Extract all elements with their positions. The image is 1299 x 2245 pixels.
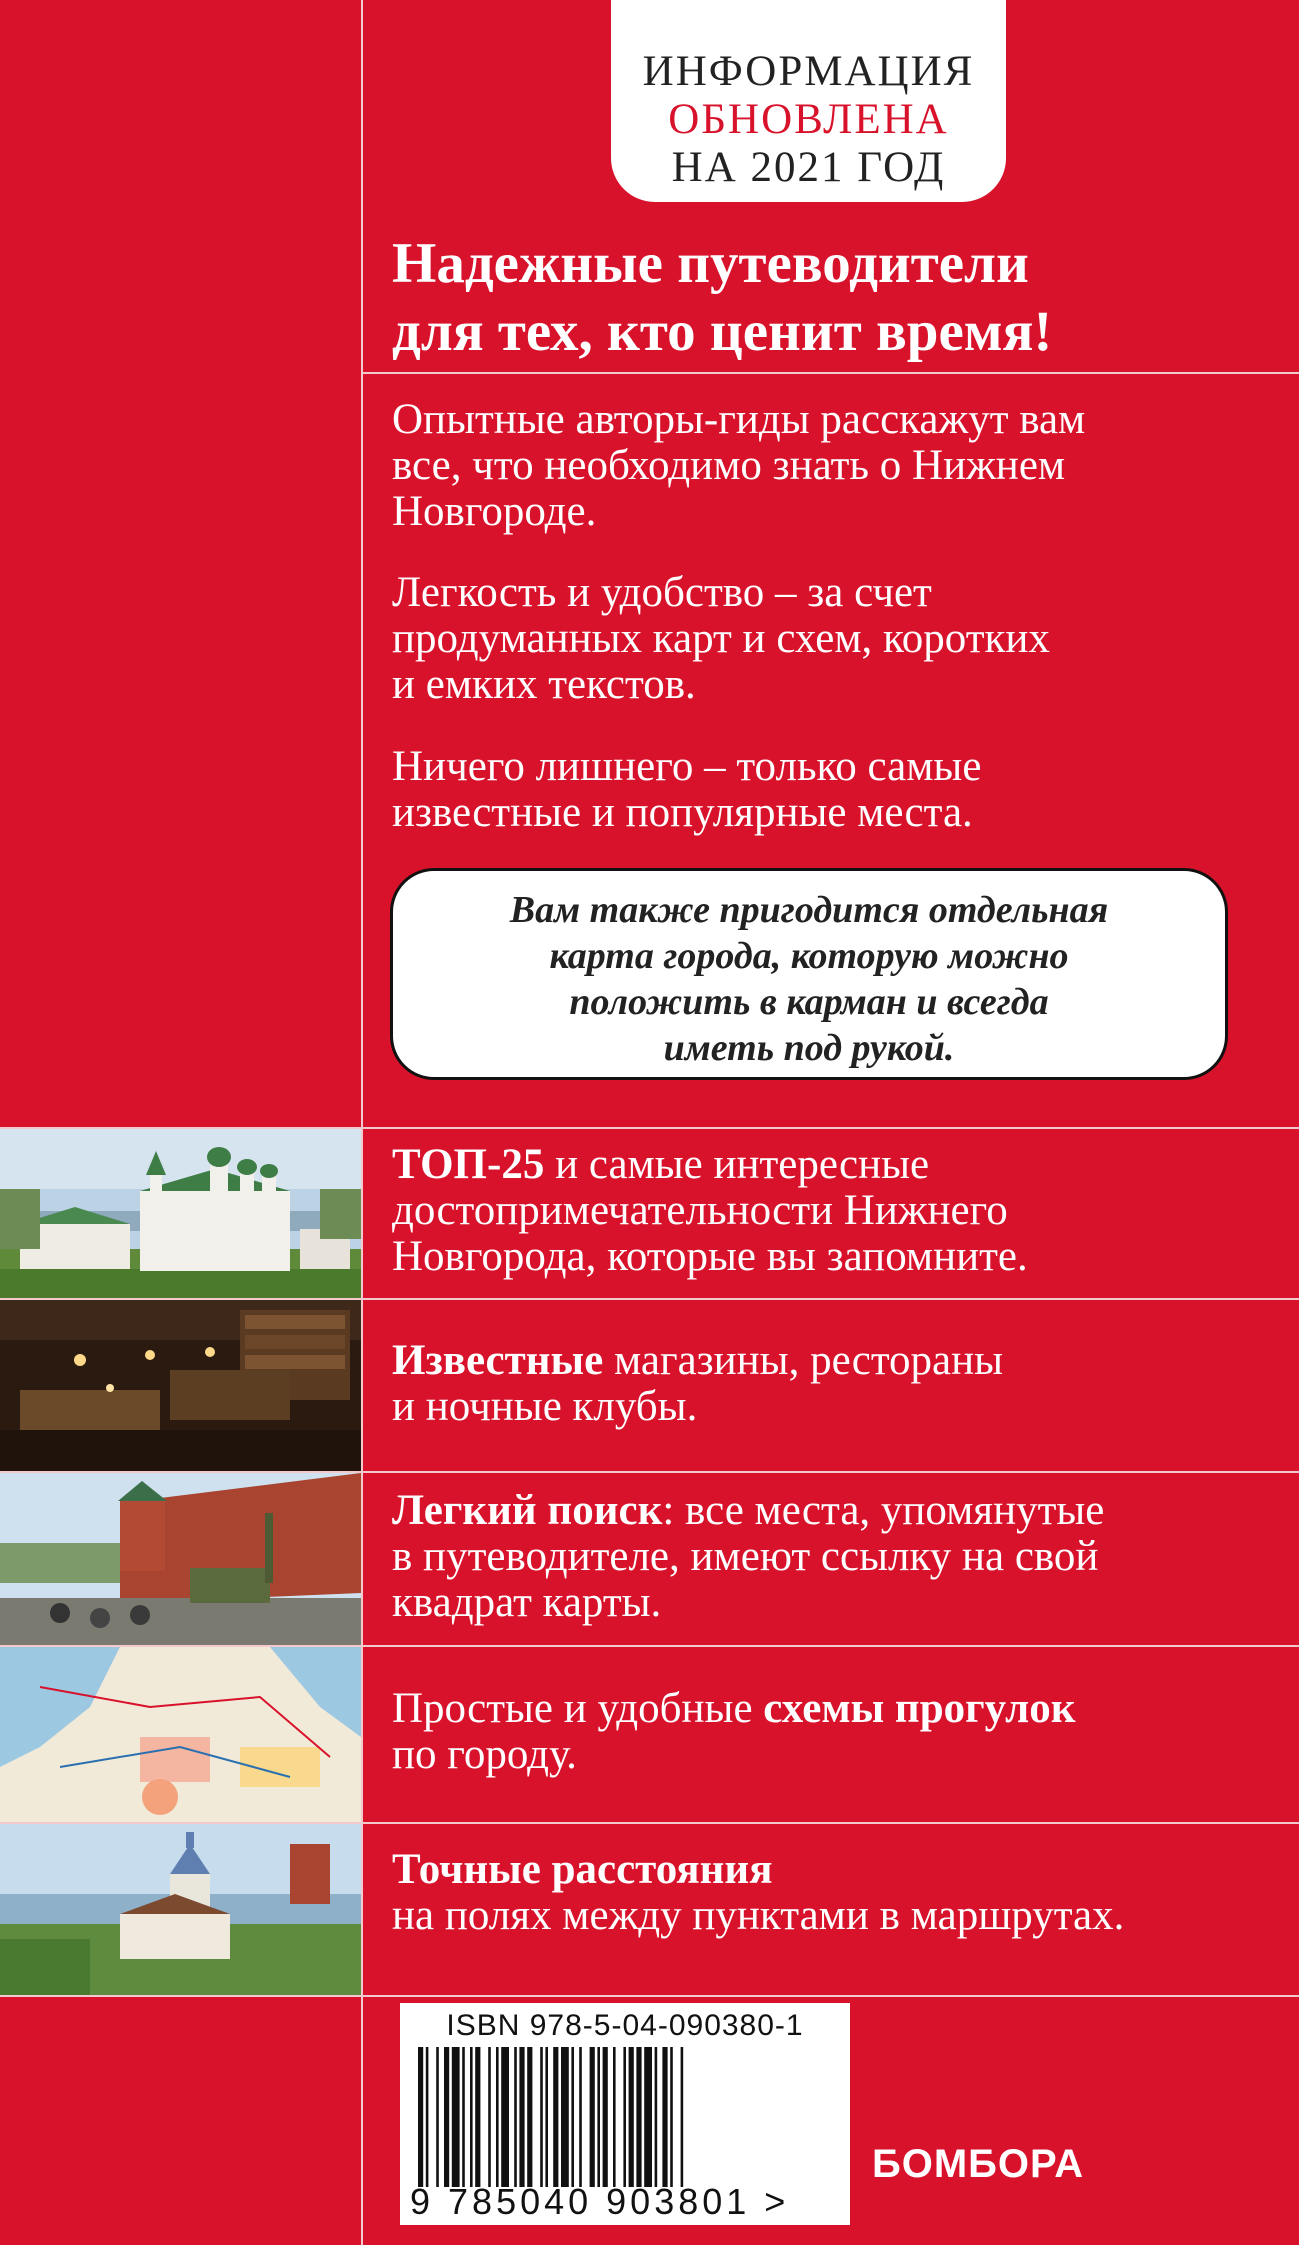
paragraph-line: все, что необходимо знать о Нижнем bbox=[392, 442, 1066, 489]
headline-line-2: для тех, кто ценит время! bbox=[392, 300, 1053, 363]
paragraph-line: и емких текстов. bbox=[392, 661, 696, 708]
feature-text: и ночные клубы. bbox=[392, 1383, 698, 1430]
feature-text: Простые и удобные bbox=[392, 1685, 764, 1732]
feature-bold: ТОП-25 bbox=[392, 1141, 545, 1188]
feature-text: Новгорода, которые вы запомните. bbox=[392, 1233, 1028, 1280]
barcode-digits: 9 785040 903801 > bbox=[410, 2181, 790, 2222]
feature-shops bbox=[392, 1338, 1282, 1430]
feature-bold: схемы прогулок bbox=[763, 1685, 1076, 1732]
vertical-divider bbox=[361, 0, 363, 2245]
intro-paragraph-2 bbox=[392, 570, 1272, 708]
badge-line-3: НА 2021 ГОД bbox=[671, 144, 946, 191]
feature-text: магазины, рестораны bbox=[603, 1337, 1004, 1384]
callout-line: Вам также пригодится отдельная bbox=[509, 889, 1109, 931]
walking-map-thumbnail bbox=[0, 1647, 361, 1822]
badge-line-1: ИНФОРМАЦИЯ bbox=[642, 48, 975, 95]
paragraph-line: известные и популярные места. bbox=[392, 789, 973, 836]
paragraph-line: Опытные авторы-гиды расскажут вам bbox=[392, 396, 1086, 443]
callout-line: карта города, которую можно bbox=[549, 935, 1069, 977]
feature-text: достопримечательности Нижнего bbox=[392, 1187, 1008, 1234]
feature-distances bbox=[392, 1847, 1282, 1939]
feature-text: квадрат карты. bbox=[392, 1579, 662, 1626]
feature-bold: Точные расстояния bbox=[392, 1846, 773, 1893]
feature-text: в путеводителе, имеют ссылку на свой bbox=[392, 1533, 1099, 1580]
feature-text: на полях между пунктами в маршрутах. bbox=[392, 1892, 1125, 1939]
intro-paragraph-1 bbox=[392, 397, 1272, 535]
barcode-panel bbox=[400, 2003, 850, 2225]
isbn-label: ISBN 978-5-04-090380-1 bbox=[446, 2009, 804, 2042]
paragraph-line: Новгороде. bbox=[392, 488, 597, 535]
feature-search bbox=[392, 1488, 1282, 1626]
feature-walks bbox=[392, 1686, 1282, 1778]
headline-line-1: Надежные путеводители bbox=[392, 232, 1029, 295]
kremlin-wall-photo bbox=[0, 1473, 361, 1645]
feature-text: : все места, упомянутые bbox=[662, 1487, 1105, 1534]
feature-top25 bbox=[392, 1142, 1282, 1280]
callout-line: положить в карман и всегда bbox=[569, 981, 1049, 1023]
paragraph-line: Легкость и удобство – за счет bbox=[392, 569, 932, 616]
feature-bold: Легкий поиск bbox=[392, 1487, 663, 1534]
paragraph-line: Ничего лишнего – только самые bbox=[392, 743, 982, 790]
intro-paragraph-3 bbox=[392, 744, 1272, 836]
paragraph-line: продуманных карт и схем, коротких bbox=[392, 615, 1050, 662]
update-badge bbox=[611, 0, 1006, 202]
feature-bold: Известные bbox=[392, 1337, 604, 1384]
feature-text: по городу. bbox=[392, 1731, 577, 1778]
callout-line: иметь под рукой. bbox=[663, 1027, 955, 1069]
divider-7 bbox=[0, 1995, 1299, 1997]
feature-text: и самые интересные bbox=[544, 1141, 930, 1188]
map-callout bbox=[390, 868, 1228, 1080]
badge-line-2: ОБНОВЛЕНА bbox=[668, 96, 949, 143]
publisher-logo: БОМБОРА bbox=[872, 2142, 1085, 2186]
restaurant-photo bbox=[0, 1300, 361, 1471]
barcode-icon bbox=[418, 2047, 834, 2187]
headline bbox=[392, 230, 1272, 366]
divider-1 bbox=[361, 372, 1299, 374]
church-river-photo bbox=[0, 1824, 361, 1995]
monastery-photo bbox=[0, 1129, 361, 1298]
